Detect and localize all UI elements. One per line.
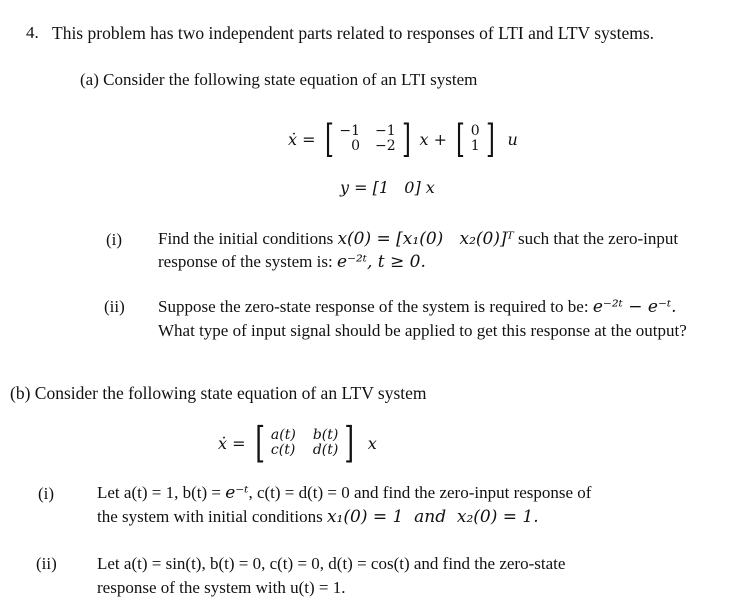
part-b-i-line1: Let a(t) = 1, b(t) = e⁻ᵗ, c(t) = d(t) = 0 and find the zero-input response of	[97, 483, 592, 503]
part-b-ii-line1: Let a(t) = sin(t), b(t) = 0, c(t) = 0, d(t) = cos(t) and find the zero-state	[97, 554, 566, 573]
part-b-label: (b) Consider the following state equation of an LTV system	[10, 383, 427, 403]
part-b-state-equation: ẋ = [ a(t) b(t) c(t) d(t) ] x	[218, 418, 377, 467]
matrix-a-ltv-cell: c(t)	[270, 442, 296, 458]
matrix-b-cell: 0	[470, 123, 480, 139]
part-b-ii-line2: response of the system with u(t) = 1.	[97, 578, 346, 597]
part-a-ii-number: (ii)	[104, 297, 125, 316]
matrix-a-ltv-cell: b(t)	[312, 427, 339, 443]
part-a-i-line1: Find the initial conditions x(0) = [x₁(0) x₂(0)]ᵀ such that the zero-input	[158, 229, 679, 249]
matrix-a-cell: 0	[351, 138, 360, 154]
state-eq-rhs: x	[367, 433, 377, 453]
part-a-i-number: (i)	[106, 230, 123, 249]
matrix-a-ltv	[268, 428, 341, 458]
state-eq-lhs: ẋ =	[288, 129, 316, 149]
matrix-a-cell: −1	[339, 123, 360, 139]
part-b-i-number: (i)	[38, 484, 55, 503]
part-b-i-line2: the system with initial conditions x₁(0) = 1 and x₂(0) = 1.	[97, 507, 539, 527]
matrix-a-ltv-cell: d(t)	[312, 442, 339, 458]
matrix-a-cell: −2	[374, 138, 396, 154]
matrix-a-cell: −1	[374, 123, 396, 139]
part-a-output-equation: y = [1 0] x	[340, 178, 435, 197]
part-a-i-line2: response of the system is: e⁻²ᵗ, t ≥ 0.	[158, 252, 426, 272]
state-eq-rhs: u	[507, 129, 518, 149]
part-a-ii-line1: Suppose the zero-state response of the system is required to be: e⁻²ᵗ − e⁻ᵗ.	[158, 297, 677, 317]
matrix-a	[336, 124, 398, 154]
matrix-b	[468, 124, 483, 154]
state-eq-mid: x +	[419, 129, 447, 149]
part-a-ii-line2: What type of input signal should be applied to get this response at the output?	[158, 321, 687, 340]
state-eq-lhs: ẋ =	[218, 433, 246, 453]
problem-statement: This problem has two independent parts related to responses of LTI and LTV systems.	[52, 23, 655, 43]
matrix-a-ltv-cell: a(t)	[270, 427, 296, 443]
matrix-b-cell: 1	[470, 138, 480, 154]
problem-number: 4.	[26, 23, 39, 42]
part-a-label: (a) Consider the following state equation of an LTI system	[80, 70, 478, 89]
part-b-ii-number: (ii)	[36, 554, 57, 573]
part-a-state-equation: ẋ = [ −1 −1 0 −2 ] x + [ 0 1 ] u	[288, 117, 518, 161]
